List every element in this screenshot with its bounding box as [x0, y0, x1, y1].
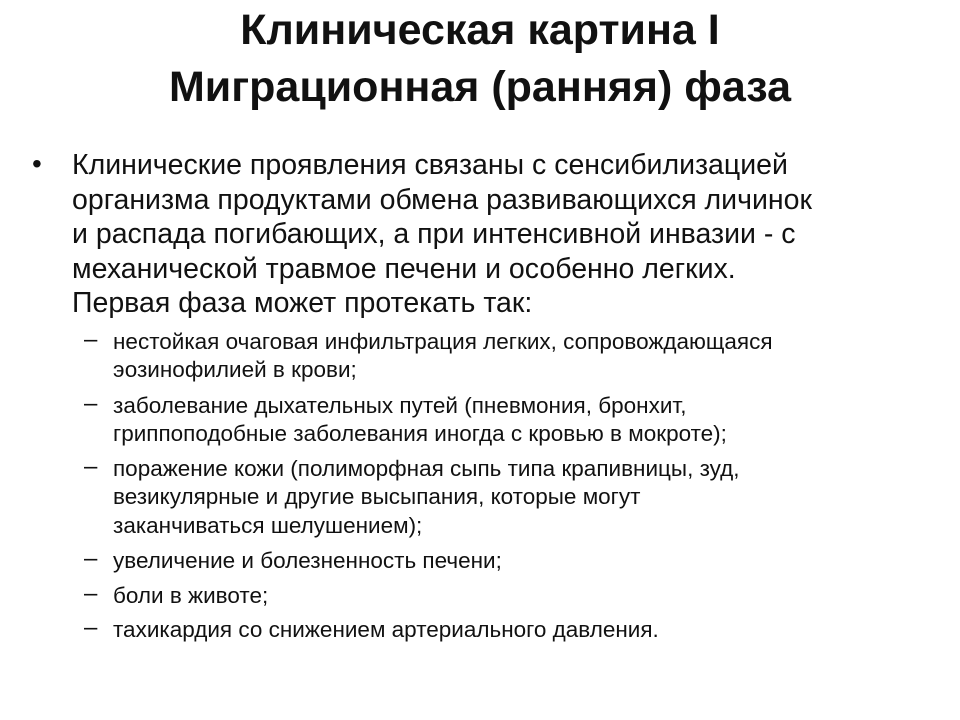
sub-item-line: нестойкая очаговая инфильтрация легких, сопровождающаяся	[113, 329, 773, 354]
sub-item	[113, 616, 913, 644]
sub-dash: –	[84, 390, 98, 417]
sub-dash: –	[84, 580, 98, 607]
sub-item	[113, 392, 913, 449]
sub-dash: –	[84, 453, 98, 480]
sub-item-line: поражение кожи (полиморфная сыпь типа крапивницы, зуд,	[113, 456, 740, 481]
bullet-line: Клинические проявления связаны с сенсибилизацией	[72, 149, 788, 181]
sub-item-line: заканчиваться шелушением);	[113, 512, 423, 538]
sub-dash: –	[84, 326, 98, 353]
sub-item-line: тахикардия со снижением артериального давления.	[113, 617, 659, 642]
bullet-line: механической травмое печени и особенно легких.	[72, 252, 736, 285]
sub-item	[113, 582, 913, 610]
sub-item-line: эозинофилией в крови;	[113, 357, 357, 383]
sub-item	[113, 328, 913, 385]
sub-dash: –	[84, 545, 98, 572]
sub-item-line: гриппоподобные заболевания иногда с кровью в мокроте);	[113, 421, 727, 447]
sub-item	[113, 455, 913, 540]
sub-item	[113, 547, 913, 575]
sub-item-line: заболевание дыхательных путей (пневмония, бронхит,	[113, 393, 687, 418]
bullet-marker: •	[32, 148, 42, 179]
sub-item-line: увеличение и болезненность печени;	[113, 548, 502, 573]
bullet-line: и распада погибающих, а при интенсивной инвазии - с	[72, 218, 796, 250]
bullet-line: организма продуктами обмена развивающихся личинок	[72, 183, 812, 216]
sub-item-line: везикулярные и другие высыпания, которые могут	[113, 484, 641, 510]
main-bullet-text	[72, 148, 932, 321]
sub-item-line: боли в животе;	[113, 583, 269, 608]
sub-dash: –	[84, 614, 98, 641]
title-line-1: Клиническая картина I	[240, 6, 720, 54]
bullet-line: Первая фаза может протекать так:	[72, 287, 533, 319]
title-line-2: Миграционная (ранняя) фаза	[168, 63, 792, 111]
slide-title	[40, 2, 920, 116]
